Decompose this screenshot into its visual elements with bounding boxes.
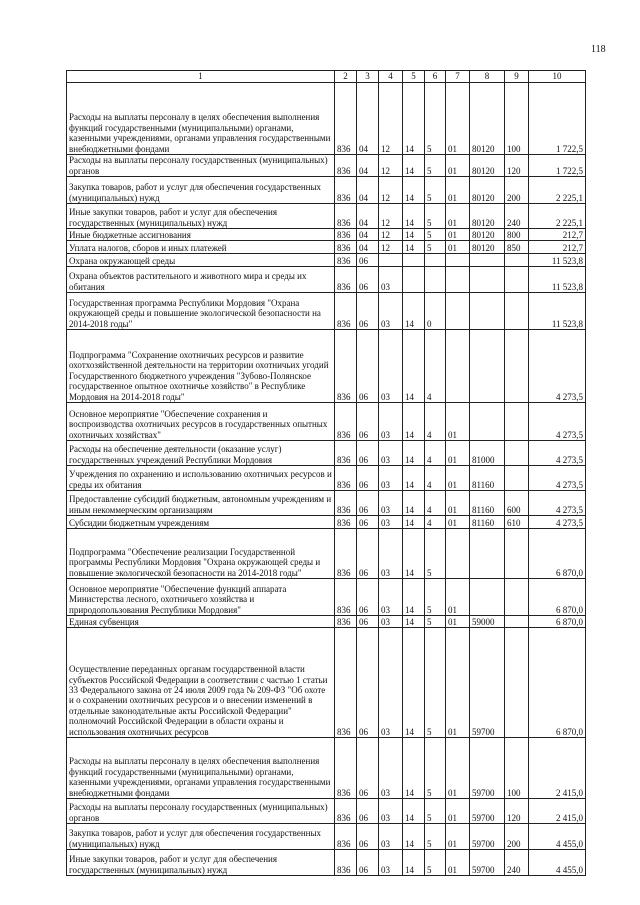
expense-type-cell: [505, 403, 529, 441]
program-code-cell: 14: [403, 579, 425, 616]
ministry-code-cell: 836: [335, 241, 357, 254]
subsection-code-cell: 03: [379, 267, 403, 293]
ministry-code-cell: 836: [335, 267, 357, 293]
expense-type-cell: 800: [505, 229, 529, 241]
section-code-cell: 06: [357, 403, 379, 441]
subprogram-code-cell: 4: [425, 330, 446, 403]
subsection-code-cell: 03: [379, 616, 403, 628]
subsection-code-cell: 03: [379, 738, 403, 799]
row-name-cell: Иные закупки товаров, работ и услуг для обеспечения государственных (муниципальных) нужд: [67, 204, 335, 229]
table-row: [67, 824, 586, 850]
direction-code-cell: 59700: [470, 799, 505, 824]
direction-code-cell: 59700: [470, 850, 505, 876]
ministry-code-cell: 836: [335, 466, 357, 491]
subprogram-code-cell: 5: [425, 155, 446, 177]
ministry-code-cell: 836: [335, 491, 357, 516]
event-code-cell: 01: [446, 204, 470, 229]
event-code-cell: 01: [446, 579, 470, 616]
table-row: [67, 441, 586, 466]
expense-type-cell: [505, 579, 529, 616]
table-row: [67, 491, 586, 516]
table-row: [67, 850, 586, 876]
event-code-cell: 01: [446, 466, 470, 491]
subprogram-code-cell: 5: [425, 229, 446, 241]
table-row: [67, 529, 586, 579]
subsection-code-cell: 03: [379, 529, 403, 579]
expense-type-cell: 200: [505, 824, 529, 850]
direction-code-cell: 80120: [470, 204, 505, 229]
event-code-cell: 01: [446, 616, 470, 628]
event-code-cell: 01: [446, 824, 470, 850]
row-name-cell: Подпрограмма "Обеспечение реализации Государственной программы Республики Мордовия "Охрана окружающей среды и повышение экологической безопасности на 2014-2018 годы": [67, 529, 335, 579]
section-code-cell: 06: [357, 799, 379, 824]
expense-type-cell: [505, 616, 529, 628]
row-name-cell: Расходы на выплаты персоналу государственных (муниципальных) органов: [67, 799, 335, 824]
program-code-cell: 14: [403, 466, 425, 491]
ministry-code-cell: 836: [335, 177, 357, 204]
row-name-cell: Подпрограмма "Сохранение охотничьих ресурсов и развитие охотхозяйственной деятельности на территории охотничьих угодий Государственного бюджетного учреждения "Зубово-Полянское государственное опытное охотничье хозяйство" в Республике Мордовия на 2014-2018 годы": [67, 330, 335, 403]
table-row: [67, 155, 586, 177]
event-code-cell: 01: [446, 738, 470, 799]
direction-code-cell: [470, 293, 505, 330]
event-code-cell: 01: [446, 155, 470, 177]
expense-type-cell: 120: [505, 155, 529, 177]
subsection-code-cell: 12: [379, 155, 403, 177]
table-row: [67, 628, 586, 738]
direction-code-cell: 59700: [470, 738, 505, 799]
amount-cell: 4 273,5: [529, 330, 586, 403]
program-code-cell: 14: [403, 529, 425, 579]
table-header-row: [67, 71, 586, 83]
subsection-code-cell: 03: [379, 466, 403, 491]
expense-type-cell: [505, 254, 529, 267]
amount-cell: 11 523,8: [529, 267, 586, 293]
direction-code-cell: 59000: [470, 616, 505, 628]
program-code-cell: 14: [403, 177, 425, 204]
column-header: 1: [67, 71, 335, 83]
row-name-cell: Расходы на выплаты персоналу государственных (муниципальных) органов: [67, 155, 335, 177]
page-number: 118: [591, 44, 606, 55]
section-code-cell: 06: [357, 579, 379, 616]
column-header: 5: [403, 71, 425, 83]
section-code-cell: 06: [357, 267, 379, 293]
amount-cell: 1 722,5: [529, 83, 586, 155]
subprogram-code-cell: 5: [425, 579, 446, 616]
section-code-cell: 04: [357, 204, 379, 229]
subprogram-code-cell: 5: [425, 738, 446, 799]
table-row: [67, 330, 586, 403]
section-code-cell: 04: [357, 155, 379, 177]
subsection-code-cell: 03: [379, 491, 403, 516]
subprogram-code-cell: 5: [425, 616, 446, 628]
ministry-code-cell: 836: [335, 824, 357, 850]
subprogram-code-cell: 5: [425, 177, 446, 204]
subsection-code-cell: 12: [379, 83, 403, 155]
section-code-cell: 06: [357, 254, 379, 267]
event-code-cell: 01: [446, 83, 470, 155]
direction-code-cell: 59700: [470, 628, 505, 738]
ministry-code-cell: 836: [335, 155, 357, 177]
subsection-code-cell: 03: [379, 441, 403, 466]
row-name-cell: Расходы на выплаты персоналу в целях обеспечения выполнения функций государственными (муниципальными) органами, казенными учреждениями, органами управления государственными внебюджетными фондами: [67, 738, 335, 799]
subsection-code-cell: 12: [379, 204, 403, 229]
direction-code-cell: 81160: [470, 466, 505, 491]
amount-cell: 2 225,1: [529, 177, 586, 204]
program-code-cell: 14: [403, 441, 425, 466]
program-code-cell: 14: [403, 204, 425, 229]
column-header: 4: [379, 71, 403, 83]
section-code-cell: 06: [357, 516, 379, 529]
expense-type-cell: 600: [505, 491, 529, 516]
direction-code-cell: [470, 330, 505, 403]
program-code-cell: 14: [403, 491, 425, 516]
subprogram-code-cell: 5: [425, 241, 446, 254]
column-header: 6: [425, 71, 446, 83]
amount-cell: 11 523,8: [529, 293, 586, 330]
ministry-code-cell: 836: [335, 850, 357, 876]
row-name-cell: Иные бюджетные ассигнования: [67, 229, 335, 241]
amount-cell: 2 415,0: [529, 738, 586, 799]
subprogram-code-cell: 5: [425, 850, 446, 876]
column-header: 10: [529, 71, 586, 83]
event-code-cell: 01: [446, 441, 470, 466]
subprogram-code-cell: 5: [425, 628, 446, 738]
table-row: [67, 83, 586, 155]
event-code-cell: 01: [446, 491, 470, 516]
section-code-cell: 04: [357, 229, 379, 241]
event-code-cell: [446, 267, 470, 293]
subsection-code-cell: 03: [379, 579, 403, 616]
subprogram-code-cell: 5: [425, 824, 446, 850]
row-name-cell: Основное мероприятие "Обеспечение функций аппарата Министерства лесного, охотничьего хозяйства и природопользования Республики Мордовия": [67, 579, 335, 616]
section-code-cell: 06: [357, 628, 379, 738]
expense-type-cell: 240: [505, 850, 529, 876]
program-code-cell: 14: [403, 628, 425, 738]
budget-table: [66, 70, 586, 876]
event-code-cell: 01: [446, 229, 470, 241]
event-code-cell: 01: [446, 403, 470, 441]
subprogram-code-cell: [425, 267, 446, 293]
amount-cell: 6 870,0: [529, 628, 586, 738]
subsection-code-cell: [379, 254, 403, 267]
direction-code-cell: [470, 267, 505, 293]
subsection-code-cell: 03: [379, 628, 403, 738]
amount-cell: 4 273,5: [529, 466, 586, 491]
table-row: [67, 466, 586, 491]
ministry-code-cell: 836: [335, 529, 357, 579]
ministry-code-cell: 836: [335, 204, 357, 229]
amount-cell: 6 870,0: [529, 616, 586, 628]
subprogram-code-cell: 5: [425, 204, 446, 229]
amount-cell: 2 415,0: [529, 799, 586, 824]
event-code-cell: 01: [446, 628, 470, 738]
program-code-cell: 14: [403, 229, 425, 241]
section-code-cell: 04: [357, 241, 379, 254]
section-code-cell: 06: [357, 850, 379, 876]
expense-type-cell: 100: [505, 83, 529, 155]
direction-code-cell: 81000: [470, 441, 505, 466]
expense-type-cell: [505, 628, 529, 738]
program-code-cell: 14: [403, 293, 425, 330]
row-name-cell: Уплата налогов, сборов и иных платежей: [67, 241, 335, 254]
row-name-cell: Государственная программа Республики Мордовия "Охрана окружающей среды и повышение экологической безопасности на 2014-2018 годы": [67, 293, 335, 330]
amount-cell: 4 273,5: [529, 516, 586, 529]
ministry-code-cell: 836: [335, 516, 357, 529]
row-name-cell: Осуществление переданных органам государственной власти субъектов Российской Федерации в соответствии с частью 1 статьи 33 Федерального закона от 24 июля 2009 года № 209-ФЗ "Об охоте и о сохранении охотничьих ресурсов и о внесении изменений в отдельные законодательные акты Российской Федерации" полномочий Российской Федерации в области охраны и использования охотничьих ресурсов: [67, 628, 335, 738]
section-code-cell: 06: [357, 441, 379, 466]
expense-type-cell: [505, 267, 529, 293]
column-header: 7: [446, 71, 470, 83]
section-code-cell: 06: [357, 824, 379, 850]
program-code-cell: 14: [403, 850, 425, 876]
table-row: [67, 177, 586, 204]
table-row: [67, 738, 586, 799]
column-header: 8: [470, 71, 505, 83]
amount-cell: 1 722,5: [529, 155, 586, 177]
table-row: [67, 241, 586, 254]
subprogram-code-cell: 4: [425, 441, 446, 466]
amount-cell: 4 455,0: [529, 824, 586, 850]
column-header: 3: [357, 71, 379, 83]
ministry-code-cell: 836: [335, 83, 357, 155]
expense-type-cell: 610: [505, 516, 529, 529]
table-row: [67, 229, 586, 241]
event-code-cell: [446, 529, 470, 579]
expense-type-cell: [505, 529, 529, 579]
subsection-code-cell: 12: [379, 229, 403, 241]
program-code-cell: 14: [403, 616, 425, 628]
program-code-cell: 14: [403, 83, 425, 155]
ministry-code-cell: 836: [335, 254, 357, 267]
subsection-code-cell: 03: [379, 293, 403, 330]
subprogram-code-cell: 0: [425, 293, 446, 330]
event-code-cell: [446, 293, 470, 330]
subprogram-code-cell: 4: [425, 516, 446, 529]
direction-code-cell: 80120: [470, 155, 505, 177]
column-header: 9: [505, 71, 529, 83]
ministry-code-cell: 836: [335, 330, 357, 403]
program-code-cell: 14: [403, 155, 425, 177]
expense-type-cell: 240: [505, 204, 529, 229]
expense-type-cell: [505, 466, 529, 491]
subsection-code-cell: 03: [379, 799, 403, 824]
amount-cell: 4 273,5: [529, 441, 586, 466]
table-row: [67, 579, 586, 616]
row-name-cell: Предоставление субсидий бюджетным, автономным учреждениям и иным некоммерческим организациям: [67, 491, 335, 516]
direction-code-cell: 80120: [470, 229, 505, 241]
event-code-cell: 01: [446, 516, 470, 529]
event-code-cell: [446, 254, 470, 267]
row-name-cell: Расходы на обеспечение деятельности (оказание услуг) государственных учреждений Республики Мордовия: [67, 441, 335, 466]
amount-cell: 6 870,0: [529, 579, 586, 616]
table-row: [67, 403, 586, 441]
direction-code-cell: 80120: [470, 83, 505, 155]
subsection-code-cell: 12: [379, 241, 403, 254]
direction-code-cell: [470, 254, 505, 267]
direction-code-cell: 81160: [470, 491, 505, 516]
row-name-cell: Охрана окружающей среды: [67, 254, 335, 267]
direction-code-cell: [470, 529, 505, 579]
direction-code-cell: [470, 403, 505, 441]
table-row: [67, 799, 586, 824]
subprogram-code-cell: 5: [425, 529, 446, 579]
section-code-cell: 06: [357, 529, 379, 579]
amount-cell: 4 273,5: [529, 491, 586, 516]
row-name-cell: Единая субвенция: [67, 616, 335, 628]
direction-code-cell: 80120: [470, 177, 505, 204]
section-code-cell: 06: [357, 738, 379, 799]
amount-cell: 4 273,5: [529, 403, 586, 441]
program-code-cell: [403, 267, 425, 293]
subsection-code-cell: 03: [379, 850, 403, 876]
ministry-code-cell: 836: [335, 403, 357, 441]
expense-type-cell: 100: [505, 738, 529, 799]
row-name-cell: Иные закупки товаров, работ и услуг для обеспечения государственных (муниципальных) нужд: [67, 850, 335, 876]
section-code-cell: 06: [357, 616, 379, 628]
ministry-code-cell: 836: [335, 229, 357, 241]
expense-type-cell: [505, 330, 529, 403]
amount-cell: 2 225,1: [529, 204, 586, 229]
subsection-code-cell: 03: [379, 824, 403, 850]
row-name-cell: Расходы на выплаты персоналу в целях обеспечения выполнения функций государственными (муниципальными) органами, казенными учреждениями, органами управления государственными внебюджетными фондами: [67, 83, 335, 155]
amount-cell: 212,7: [529, 241, 586, 254]
event-code-cell: 01: [446, 241, 470, 254]
amount-cell: 4 455,0: [529, 850, 586, 876]
direction-code-cell: 59700: [470, 824, 505, 850]
program-code-cell: [403, 254, 425, 267]
table-row: [67, 516, 586, 529]
expense-type-cell: [505, 441, 529, 466]
table-row: [67, 267, 586, 293]
row-name-cell: Закупка товаров, работ и услуг для обеспечения государственных (муниципальных) нужд: [67, 824, 335, 850]
subprogram-code-cell: 5: [425, 83, 446, 155]
ministry-code-cell: 836: [335, 293, 357, 330]
section-code-cell: 04: [357, 83, 379, 155]
subprogram-code-cell: 4: [425, 466, 446, 491]
row-name-cell: Охрана объектов растительного и животного мира и среды их обитания: [67, 267, 335, 293]
column-header: 2: [335, 71, 357, 83]
section-code-cell: 06: [357, 330, 379, 403]
row-name-cell: Закупка товаров, работ и услуг для обеспечения государственных (муниципальных) нужд: [67, 177, 335, 204]
expense-type-cell: 120: [505, 799, 529, 824]
ministry-code-cell: 836: [335, 579, 357, 616]
row-name-cell: Учреждения по охранению и использованию охотничьих ресурсов и среды их обитания: [67, 466, 335, 491]
program-code-cell: 14: [403, 824, 425, 850]
subprogram-code-cell: 4: [425, 403, 446, 441]
section-code-cell: 06: [357, 293, 379, 330]
program-code-cell: 14: [403, 738, 425, 799]
direction-code-cell: [470, 579, 505, 616]
section-code-cell: 06: [357, 466, 379, 491]
subprogram-code-cell: 4: [425, 491, 446, 516]
row-name-cell: Основное мероприятие "Обеспечение сохранения и воспроизводства охотничьих ресурсов в государственных опытных охотничьих хозяйствах": [67, 403, 335, 441]
ministry-code-cell: 836: [335, 441, 357, 466]
ministry-code-cell: 836: [335, 628, 357, 738]
section-code-cell: 06: [357, 491, 379, 516]
event-code-cell: 01: [446, 850, 470, 876]
subsection-code-cell: 03: [379, 516, 403, 529]
program-code-cell: 14: [403, 241, 425, 254]
expense-type-cell: [505, 293, 529, 330]
subsection-code-cell: 03: [379, 403, 403, 441]
table-row: [67, 293, 586, 330]
section-code-cell: 04: [357, 177, 379, 204]
table-row: [67, 254, 586, 267]
event-code-cell: 01: [446, 177, 470, 204]
subsection-code-cell: 03: [379, 330, 403, 403]
subprogram-code-cell: 5: [425, 799, 446, 824]
table-row: [67, 204, 586, 229]
ministry-code-cell: 836: [335, 616, 357, 628]
program-code-cell: 14: [403, 403, 425, 441]
row-name-cell: Субсидии бюджетным учреждениям: [67, 516, 335, 529]
event-code-cell: [446, 330, 470, 403]
subsection-code-cell: 12: [379, 177, 403, 204]
amount-cell: 11 523,8: [529, 254, 586, 267]
expense-type-cell: 200: [505, 177, 529, 204]
ministry-code-cell: 836: [335, 738, 357, 799]
ministry-code-cell: 836: [335, 799, 357, 824]
event-code-cell: 01: [446, 799, 470, 824]
direction-code-cell: 81160: [470, 516, 505, 529]
table-row: [67, 616, 586, 628]
amount-cell: 6 870,0: [529, 529, 586, 579]
expense-type-cell: 850: [505, 241, 529, 254]
program-code-cell: 14: [403, 330, 425, 403]
program-code-cell: 14: [403, 799, 425, 824]
subprogram-code-cell: [425, 254, 446, 267]
program-code-cell: 14: [403, 516, 425, 529]
amount-cell: 212,7: [529, 229, 586, 241]
direction-code-cell: 80120: [470, 241, 505, 254]
